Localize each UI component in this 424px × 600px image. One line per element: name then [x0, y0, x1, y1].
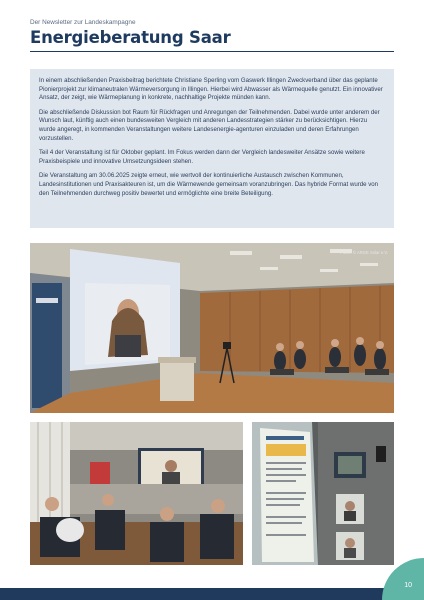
- event-photo-audience: [30, 422, 243, 565]
- article-paragraph: Die Veranstaltung am 30.06.2025 zeigte erneut, wie wertvoll der kontinuierliche Austausch zwischen Kommunen, Landesinstitutionen und Praxisakteuren ist, um die Wärmewende gemeinsam voranzubringen. Das hybride Format wurde von den Teilnehmenden durchweg positiv bewertet und ermöglichte eine breite Beteiligung.: [39, 172, 379, 197]
- newsletter-kicker: Der Newsletter zur Landeskampagne: [30, 19, 136, 26]
- photo-credit: Fotos: © ARGE Solar e.V.: [340, 250, 388, 255]
- title-rule: [30, 51, 394, 52]
- article-paragraph: In einem abschließenden Praxisbeitrag berichtete Christiane Sperling vom Gaswerk Illingen Zweckverband über das geplante Pionierprojekt zur klimaneutralen Wärmeversorgung in Illingen. Hierbei wird Abwasser als Wärmequelle genutzt. Ein innovativer Ansatz, der zeigt, wie Wärmeplanung in konkrete, nachhaltige Projekte münden kann.: [39, 77, 383, 102]
- footer-band: [0, 588, 424, 600]
- event-photo-main: [30, 243, 394, 413]
- article-paragraph: Die abschließende Diskussion bot Raum für Rückfragen und Anregungen der Teilnehmenden. Dabei wurde unter anderem der Wunsch laut, künftig auch einen bundesweiten Vergleich mit anderen Landesstrategien stärker zu berücksichtigen. Hierzu wurde angeregt, in kommenden Veranstaltungen weitere Landesenergie-agenturen einzuladen und deren Erfahrungen vorzustellen.: [39, 108, 380, 142]
- article-textbox: [30, 69, 394, 228]
- page-number: 10: [404, 582, 412, 589]
- page-title: Energieberatung Saar: [30, 28, 231, 47]
- event-photo-screen: [252, 422, 394, 565]
- article-paragraph: Teil 4 der Veranstaltung ist für Oktober geplant. Im Fokus werden dann der Vergleich landesweiter Ansätze sowie weitere Praxisbeispiele und innovative Umsetzungsideen stehen.: [39, 149, 365, 165]
